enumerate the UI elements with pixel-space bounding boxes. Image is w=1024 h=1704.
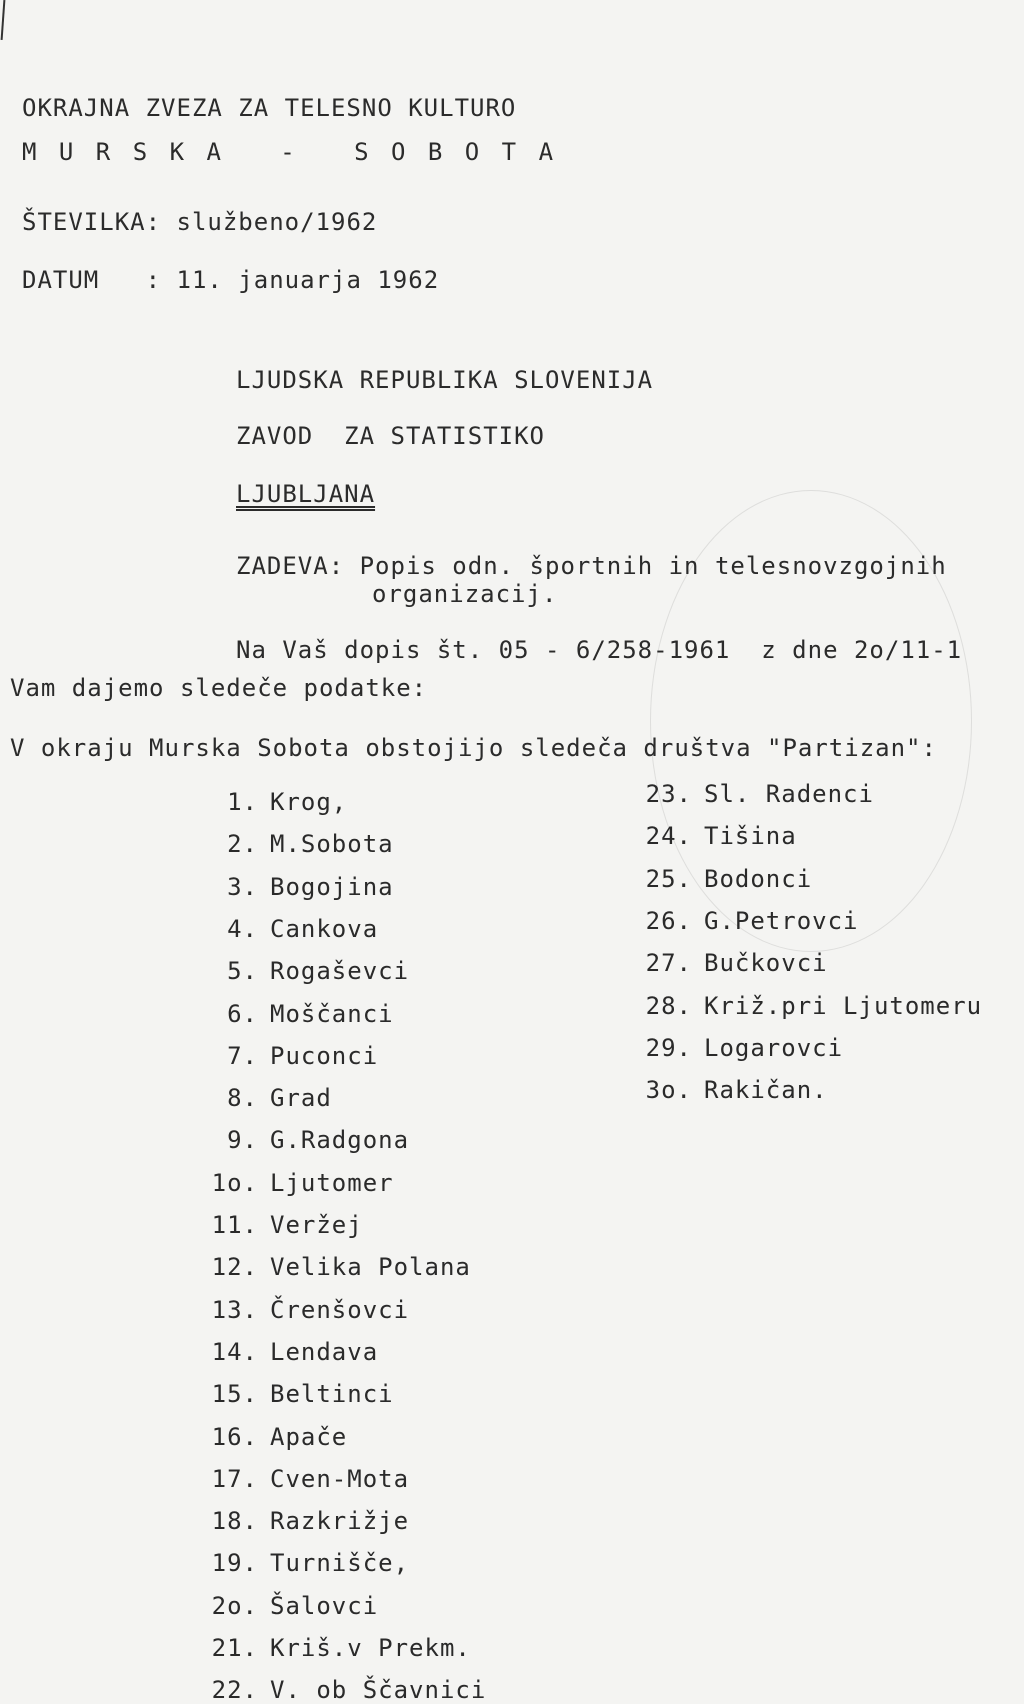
- list-item: [196, 1634, 471, 1662]
- list-item-name: Razkrižje: [270, 1507, 410, 1536]
- edge-pen-mark: [1, 0, 6, 40]
- list-item: [196, 1338, 378, 1366]
- list-item: [630, 822, 797, 850]
- list-item-name: Apače: [270, 1422, 348, 1451]
- list-item-name: Krog,: [270, 788, 348, 816]
- list-item-number: 2o.: [211, 1591, 258, 1620]
- date-label: DATUM :: [22, 266, 162, 294]
- list-item: [196, 788, 347, 816]
- list-item-name: Lendava: [270, 1337, 379, 1366]
- list-item: [196, 1592, 378, 1620]
- list-item-name: Bučkovci: [704, 949, 828, 978]
- list-item-name: Velika Polana: [270, 1253, 471, 1282]
- number-value: službeno/1962: [176, 208, 378, 236]
- list-item-number: 2.: [227, 830, 258, 859]
- reference-number: [22, 208, 377, 236]
- list-item: [196, 1296, 409, 1324]
- list-item: [196, 1042, 378, 1070]
- list-item-name: Moščanci: [270, 999, 394, 1028]
- list-item-number: 17.: [211, 1464, 258, 1493]
- list-item-name: Sl. Radenci: [704, 780, 874, 808]
- list-item: [196, 915, 378, 943]
- list-item: [196, 1000, 394, 1028]
- list-item-number: 1o.: [211, 1168, 258, 1197]
- body-paragraph3: V okraju Murska Sobota obstojijo sledeča društva "Partizan":: [10, 734, 937, 762]
- list-item: [196, 1423, 347, 1451]
- list-item: [196, 1084, 332, 1112]
- list-item-name: M.Sobota: [270, 830, 394, 859]
- list-item-name: Črenšovci: [270, 1295, 410, 1324]
- list-item: [196, 1549, 409, 1577]
- list-item: [630, 1076, 828, 1104]
- list-item-number: 29.: [645, 1033, 692, 1062]
- list-item-name: G.Petrovci: [704, 906, 859, 935]
- list-item-name: Beltinci: [270, 1380, 394, 1409]
- list-item: [196, 830, 394, 858]
- list-item-number: 18.: [211, 1507, 258, 1536]
- list-item-name: Cven-Mota: [270, 1464, 410, 1493]
- list-item-number: 14.: [211, 1337, 258, 1366]
- list-item-number: 23.: [645, 780, 692, 808]
- list-item-name: V. ob Ščavnici: [270, 1676, 487, 1704]
- number-label: ŠTEVILKA:: [22, 208, 162, 236]
- recipient-line1: LJUDSKA REPUBLIKA SLOVENIJA: [236, 366, 654, 394]
- list-item-name: Grad: [270, 1084, 332, 1113]
- list-item-number: 7.: [227, 1041, 258, 1070]
- list-item: [630, 780, 874, 808]
- list-item-number: 8.: [227, 1084, 258, 1113]
- list-item-number: 1.: [227, 788, 258, 816]
- list-item: [196, 873, 394, 901]
- list-item-number: 3o.: [645, 1076, 692, 1105]
- list-item-number: 6.: [227, 999, 258, 1028]
- list-item-name: Rakičan.: [704, 1076, 828, 1105]
- list-item: [196, 1380, 394, 1408]
- list-item: [196, 1211, 363, 1239]
- list-item-name: Tišina: [704, 822, 797, 851]
- list-item: [196, 1169, 394, 1197]
- list-item: [630, 1034, 843, 1062]
- subject-line1: [236, 552, 947, 580]
- list-item: [630, 992, 982, 1020]
- list-item-name: Šalovci: [270, 1591, 379, 1620]
- list-item: [196, 1465, 409, 1493]
- list-item: [630, 907, 859, 935]
- list-item: [196, 957, 409, 985]
- org-name-line1: OKRAJNA ZVEZA ZA TELESNO KULTURO: [22, 94, 517, 122]
- list-item: [196, 1253, 471, 1281]
- list-item-number: 9.: [227, 1126, 258, 1155]
- list-item-number: 22.: [211, 1676, 258, 1704]
- list-item-name: Veržej: [270, 1211, 363, 1239]
- org-name-line2: M U R S K A - S O B O T A: [22, 138, 558, 166]
- recipient-city: LJUBLJANA: [236, 480, 376, 508]
- list-item-name: Ljutomer: [270, 1168, 394, 1197]
- list-item-number: 26.: [645, 906, 692, 935]
- list-item-number: 3.: [227, 872, 258, 901]
- list-item-name: Puconci: [270, 1041, 379, 1070]
- list-item: [630, 949, 828, 977]
- list-item-number: 19.: [211, 1549, 258, 1578]
- list-item-number: 24.: [645, 822, 692, 851]
- list-item-number: 25.: [645, 864, 692, 893]
- list-item-number: 12.: [211, 1253, 258, 1282]
- list-item-name: Turnišče,: [270, 1549, 410, 1578]
- list-item-name: Kriš.v Prekm.: [270, 1634, 471, 1662]
- subject-label: ZADEVA:: [236, 552, 345, 580]
- list-item-number: 4.: [227, 914, 258, 943]
- subject-text1: Popis odn. športnih in telesnovzgojnih: [359, 552, 947, 580]
- list-item-name: Cankova: [270, 914, 379, 943]
- list-item: [196, 1507, 409, 1535]
- body-paragraph2: Vam dajemo sledeče podatke:: [10, 674, 428, 702]
- list-item-number: 15.: [211, 1380, 258, 1409]
- list-item: [630, 865, 812, 893]
- list-item-number: 13.: [211, 1295, 258, 1324]
- list-item-name: Bodonci: [704, 864, 813, 893]
- list-item-name: Bogojina: [270, 872, 394, 901]
- body-paragraph1: Na Vaš dopis št. 05 - 6/258-1961 z dne 2o/11-1: [236, 636, 963, 664]
- date-value: 11. januarja 1962: [176, 266, 440, 294]
- document-date: [22, 266, 439, 294]
- list-item-name: Rogaševci: [270, 957, 410, 986]
- list-item-number: 16.: [211, 1422, 258, 1451]
- list-item-name: Križ.pri Ljutomeru: [704, 991, 983, 1020]
- list-item-name: G.Radgona: [270, 1126, 410, 1155]
- list-item: [196, 1126, 409, 1154]
- list-item: [196, 1676, 486, 1704]
- list-item-number: 28.: [645, 991, 692, 1020]
- list-item-number: 11.: [211, 1211, 258, 1239]
- recipient-line2: ZAVOD ZA STATISTIKO: [236, 422, 545, 450]
- list-item-number: 21.: [211, 1634, 258, 1662]
- list-item-number: 27.: [645, 949, 692, 978]
- list-item-name: Logarovci: [704, 1033, 844, 1062]
- subject-line2: organizacij.: [372, 580, 558, 608]
- list-item-number: 5.: [227, 957, 258, 986]
